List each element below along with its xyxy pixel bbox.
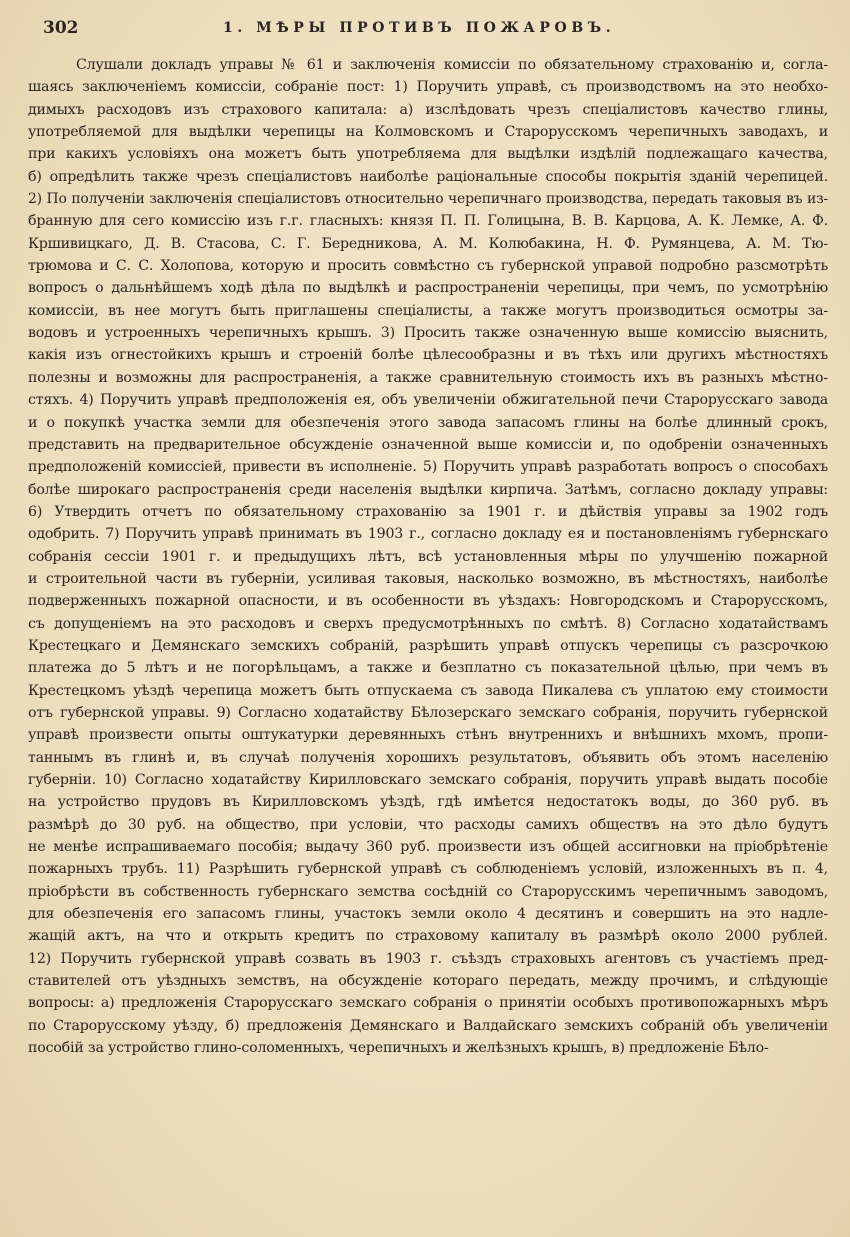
text-line: шаясь заключеніемъ комиссіи, собраніе пост: 1) Поручить управѣ, съ производствомъ на это необхо- bbox=[28, 79, 828, 96]
text-line: димыхъ расходовъ изъ страхового капитала: а) изслѣдовать чрезъ спеціалистовъ качество глины, bbox=[28, 101, 828, 118]
text-line: платежа до 5 лѣтъ и не погорѣльцамъ, а также и безплатно съ показательной цѣлью, при чемъ въ bbox=[28, 660, 828, 677]
page-number: 302 bbox=[43, 18, 79, 38]
text-line: управѣ произвести опыты оштукатурки деревянныхъ стѣнъ внутреннихъ и внѣшнихъ мхомъ, пропи- bbox=[28, 727, 828, 744]
text-line: для обезпеченія его запасомъ глины, участокъ земли около 4 десятинъ и совершить на это надле- bbox=[28, 906, 828, 923]
text-line: Слушали докладъ управы № 61 и заключенія комиссіи по обязательному страхованію и, согла- bbox=[76, 57, 828, 73]
text-line: Кршивицкаго, Д. В. Стасова, С. Г. Бередникова, А. М. Колюбакина, Н. Ф. Румянцева, А. М. Тю- bbox=[28, 235, 828, 252]
text-line: 6) Утвердить отчетъ по обязательному страхованію за 1901 г. и дѣйствія управы за 1902 годъ bbox=[28, 503, 828, 520]
text-line: таннымъ въ глинѣ и, въ случаѣ полученія хорошихъ результатовъ, объявить объ этомъ населенію bbox=[28, 749, 828, 766]
text-line: Крестецкомъ уѣздѣ черепица можетъ быть отпускаема съ завода Пикалева съ уплатою ему стоимости bbox=[28, 682, 828, 699]
text-line: подверженныхъ пожарной опасности, и въ особенности въ уѣздахъ: Новгородскомъ и Старорусскомъ, bbox=[28, 593, 828, 610]
page-header bbox=[43, 18, 800, 46]
text-line: при какихъ условіяхъ она можетъ быть употребляема для выдѣлки издѣлій подлежащаго качества, bbox=[28, 146, 828, 163]
body-text bbox=[28, 54, 828, 1059]
text-line: бранную для сего комиссію изъ г.г. гласныхъ: князя П. П. Голицына, В. В. Карцова, А. К. Лемке, А. Ф. bbox=[28, 213, 828, 230]
text-line: ставителей отъ уѣздныхъ земствъ, на обсужденіе котораго передать, между прочимъ, и слѣдующіе bbox=[28, 973, 828, 990]
text-line: трюмова и С. С. Холопова, которую и просить совмѣстно съ губернской управой подробно разсмотрѣть bbox=[28, 258, 828, 275]
text-line: б) опредѣлить также чрезъ спеціалистовъ наиболѣе раціональные способы покрытія зданій черепицей. bbox=[28, 168, 828, 185]
text-line: по Старорусскому уѣзду, б) предложенія Демянскаго и Валдайскаго земскихъ собраній объ увеличеніи bbox=[28, 1017, 828, 1034]
text-line: комиссіи, въ нее могутъ быть приглашены спеціалисты, а также могутъ производиться осмотры за- bbox=[28, 302, 828, 319]
text-line: 12) Поручить губернской управѣ созвать въ 1903 г. съѣздъ страховыхъ агентовъ съ участіемъ пред- bbox=[28, 950, 828, 967]
text-line: губерніи. 10) Согласно ходатайству Кирилловскаго земскаго собранія, поручить управѣ выдать пособіе bbox=[28, 772, 828, 788]
text-line: и о покупкѣ участка земли для обезпеченія этого завода запасомъ глины на болѣе длинный срокъ, bbox=[28, 414, 828, 431]
text-line: на устройство прудовъ въ Кирилловскомъ уѣздѣ, гдѣ имѣется недостатокъ воды, до 360 руб. въ bbox=[28, 794, 828, 811]
text-line: размѣрѣ до 30 руб. на общество, при условіи, что расходы самихъ обществъ на это дѣло будутъ bbox=[28, 816, 828, 833]
text-line: и строительной части въ губерніи, усиливая таковыя, насколько возможно, въ мѣстностяхъ, наиболѣе bbox=[28, 570, 828, 587]
text-line: какія изъ огнестойкихъ крышъ и строеній болѣе цѣлесообразны и въ тѣхъ или другихъ мѣстностяхъ bbox=[28, 347, 828, 364]
text-line: отъ губернской управы. 9) Согласно ходатайству Бѣлозерскаго земскаго собранія, поручить губернской bbox=[28, 704, 828, 721]
text-line: Крестецкаго и Демянскаго земскихъ собраній, разрѣшить управѣ отпускъ черепицы съ разсрочкою bbox=[28, 637, 828, 654]
text-line: съ допущеніемъ на это расходовъ и сверхъ предусмотрѣнныхъ по смѣтѣ. 8) Согласно ходатайствамъ bbox=[28, 615, 828, 632]
running-title: 1. МѢРЫ ПРОТИВЪ ПОЖАРОВЪ. bbox=[223, 20, 616, 36]
text-line: предположеній комиссіей, привести въ исполненіе. 5) Поручить управѣ разработать вопросъ о способахъ bbox=[28, 459, 828, 476]
text-line: вопросъ о дальнѣйшемъ ходѣ дѣла по выдѣлкѣ и распространеніи черепицы, при чемъ, по усмотрѣнію bbox=[28, 280, 828, 297]
text-line: не менѣе испрашиваемаго пособія; выдачу 360 руб. произвести изъ общей ассигновки на пріобрѣтеніе bbox=[28, 839, 828, 856]
text-line: одобрить. 7) Поручить управѣ принимать въ 1903 г., согласно докладу ея и постановленіямъ губернскаго bbox=[28, 526, 828, 543]
text-line: пособій за устройство глино-соломенныхъ, черепичныхъ и желѣзныхъ крышъ, в) предложеніе Бѣло- bbox=[28, 1040, 769, 1057]
text-line: 2) По полученіи заключенія спеціалистовъ относительно черепичнаго производства, передать таковыя въ из- bbox=[28, 191, 828, 208]
text-line: вопросы: а) предложенія Старорусскаго земскаго собранія о принятіи особыхъ противопожарныхъ мѣръ bbox=[28, 995, 828, 1012]
text-line: стяхъ. 4) Поручить управѣ предположенія ея, объ увеличеніи обжигательной печи Старорусскаго завода bbox=[28, 392, 828, 409]
text-line: полезны и возможны для распространенія, а также сравнительную стоимость ихъ въ разныхъ мѣстно- bbox=[28, 369, 828, 386]
text-line: водовъ и устроенныхъ черепичныхъ крышъ. 3) Просить также означенную выше комиссію выяснить, bbox=[28, 325, 828, 342]
text-line: жащій актъ, на что и открыть кредитъ по страховому капиталу въ размѣрѣ около 2000 рублей. bbox=[28, 928, 828, 945]
text-line: представить на предварительное обсужденіе означенной выше комиссіи и, по одобреніи означенныхъ bbox=[28, 436, 828, 453]
text-line: употребляемой для выдѣлки черепицы на Колмовскомъ и Старорусскомъ черепичныхъ заводахъ, и bbox=[28, 124, 828, 141]
text-line: пріобрѣсти въ собственность губернскаго земства сосѣдній со Старорусскимъ черепичнымъ заводомъ, bbox=[28, 883, 828, 900]
text-line: собранія сессіи 1901 г. и предыдущихъ лѣтъ, всѣ установленныя мѣры по улучшенію пожарной bbox=[28, 548, 828, 565]
text-line: пожарныхъ трубъ. 11) Разрѣшить губернской управѣ съ соблюденіемъ условій, изложенныхъ въ п. 4, bbox=[28, 861, 828, 878]
text-line: болѣе широкаго распространенія среди населенія выдѣлки кирпича. Затѣмъ, согласно докладу управы: bbox=[28, 481, 828, 498]
